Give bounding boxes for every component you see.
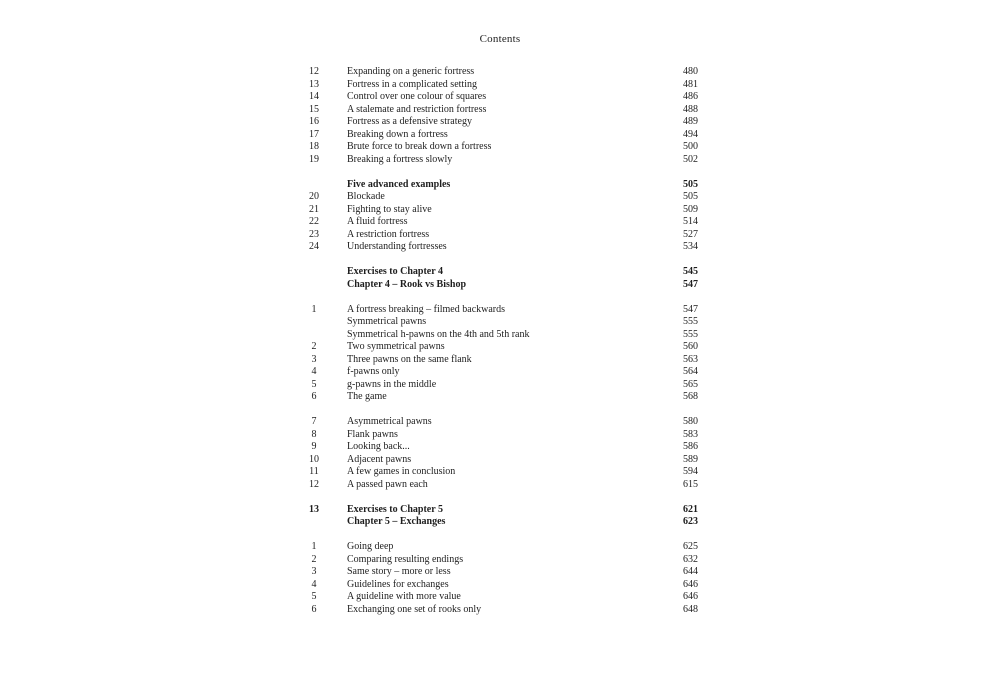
toc-entry-title: Two symmetrical pawns	[347, 341, 445, 352]
toc-entry-title: Exercises to Chapter 5	[347, 503, 444, 515]
toc-entry-page: 621	[683, 503, 698, 515]
toc-entry-page: 502	[683, 153, 698, 165]
toc-entry-page: 583	[683, 428, 698, 440]
toc-entry-number: 11	[309, 466, 319, 477]
toc-entry-number: 2	[311, 553, 317, 565]
toc-entry-page: 648	[683, 603, 698, 615]
toc-entry-page: 547	[683, 278, 698, 290]
toc-entry-number: 13	[309, 503, 319, 515]
toc-entry-title: Same story – more or less	[347, 566, 451, 577]
toc-entry-number: 18	[309, 141, 319, 152]
toc-entry-title: A restriction fortress	[347, 228, 430, 240]
toc-entry-title: A passed pawn each	[347, 478, 428, 490]
toc-entry-number: 12	[309, 66, 319, 77]
toc-entry	[305, 341, 698, 354]
toc-entry	[305, 204, 698, 217]
toc-entry	[305, 141, 698, 154]
toc-entry-title: Control over one colour of squares	[347, 91, 487, 102]
toc-entry-page: 565	[683, 378, 698, 390]
toc-entry-page: 488	[683, 103, 698, 115]
toc-entry-page: 563	[683, 353, 698, 365]
toc-entry-number: 4	[311, 366, 317, 377]
page-title: Contents	[479, 33, 521, 45]
toc-entry-title: Exercises to Chapter 4	[347, 266, 444, 277]
toc-entry-page: 560	[683, 341, 698, 352]
toc-entry	[305, 554, 698, 567]
toc-entry	[305, 304, 698, 317]
toc-entry-title: A guideline with more value	[347, 591, 461, 602]
toc-entry-page: 555	[683, 316, 698, 327]
toc-entry	[305, 479, 698, 492]
toc-entry	[305, 541, 698, 554]
toc-entry-page: 545	[683, 266, 698, 277]
toc-entry-number: 13	[309, 78, 319, 90]
toc-entry-title: Fortress as a defensive strategy	[347, 116, 472, 127]
toc-entry-title: Chapter 5 – Exchanges	[347, 516, 446, 527]
table-of-contents	[305, 66, 698, 616]
toc-entry	[305, 316, 698, 329]
toc-entry-number: 4	[311, 578, 317, 590]
toc-entry-title: Going deep	[347, 541, 394, 552]
toc-entry	[305, 579, 698, 592]
toc-entry-page: 534	[683, 241, 698, 252]
toc-entry-number: 6	[311, 391, 317, 402]
toc-entry-page: 589	[683, 453, 698, 465]
toc-entry-page: 646	[683, 578, 698, 590]
toc-entry-page: 514	[683, 216, 698, 227]
toc-entry-title: Understanding fortresses	[347, 241, 447, 252]
toc-entry-number: 15	[309, 103, 319, 115]
toc-entry-number: 3	[311, 353, 317, 365]
toc-entry-page: 555	[683, 328, 698, 340]
toc-entry	[305, 241, 698, 254]
toc-entry-number: 21	[309, 203, 319, 215]
toc-entry-title: A stalemate and restriction fortress	[347, 103, 487, 115]
toc-entry-title: Chapter 4 – Rook vs Bishop	[347, 278, 467, 290]
toc-entry-page: 586	[683, 441, 698, 452]
toc-entry-page: 480	[683, 66, 698, 77]
toc-entry-page: 615	[683, 478, 698, 490]
toc-entry-title: Symmetrical h-pawns on the 4th and 5th rank	[347, 328, 530, 340]
toc-entry	[305, 216, 698, 229]
toc-entry	[305, 91, 698, 104]
toc-entry-page: 505	[683, 178, 698, 190]
toc-entry-title: Looking back...	[347, 441, 410, 452]
toc-entry-page: 594	[683, 466, 698, 477]
toc-entry-title: Comparing resulting endings	[347, 553, 464, 565]
toc-entry-page: 509	[683, 203, 698, 215]
toc-entry-number: 14	[309, 91, 319, 102]
toc-entry	[305, 79, 698, 92]
toc-entry-page: 646	[683, 591, 698, 602]
toc-section-heading	[305, 279, 698, 292]
toc-entry-number: 24	[309, 241, 319, 252]
toc-entry-title: The game	[347, 391, 387, 402]
toc-entry-page: 547	[683, 303, 698, 315]
toc-entry-number: 22	[309, 216, 319, 227]
toc-section-heading	[305, 516, 698, 529]
toc-entry-number: 5	[311, 378, 317, 390]
toc-entry	[305, 354, 698, 367]
toc-section-heading	[305, 266, 698, 279]
toc-entry	[305, 604, 698, 617]
toc-section-heading	[305, 504, 698, 517]
toc-entry	[305, 116, 698, 129]
toc-entry-number: 19	[309, 153, 319, 165]
toc-entry-title: Guidelines for exchanges	[347, 578, 449, 590]
toc-entry-title: Fighting to stay alive	[347, 203, 432, 215]
toc-entry-number: 1	[311, 303, 317, 315]
toc-entry-title: Adjacent pawns	[347, 453, 412, 465]
toc-entry-title: g-pawns in the middle	[347, 378, 437, 390]
toc-entry-number: 3	[311, 566, 317, 577]
toc-entry	[305, 441, 698, 454]
toc-entry-title: Blockade	[347, 191, 385, 202]
toc-entry	[305, 454, 698, 467]
toc-entry	[305, 129, 698, 142]
toc-entry	[305, 66, 698, 79]
toc-section-heading	[305, 179, 698, 192]
toc-entry	[305, 104, 698, 117]
toc-entry-number: 1	[311, 541, 317, 552]
toc-entry-title: Fortress in a complicated setting	[347, 78, 477, 90]
toc-entry-number: 17	[309, 128, 319, 140]
toc-entry-title: Symmetrical pawns	[347, 316, 427, 327]
toc-entry-page: 580	[683, 416, 698, 427]
toc-entry-title: A few games in conclusion	[347, 466, 456, 477]
toc-entry-title: A fluid fortress	[347, 216, 408, 227]
toc-entry-number: 7	[311, 416, 317, 427]
toc-entry-title: Flank pawns	[347, 428, 398, 440]
toc-entry-title: Exchanging one set of rooks only	[347, 603, 482, 615]
toc-entry-number: 8	[311, 428, 317, 440]
toc-entry-number: 16	[309, 116, 319, 127]
toc-entry-page: 489	[683, 116, 698, 127]
toc-entry	[305, 591, 698, 604]
toc-entry-title: Three pawns on the same flank	[347, 353, 472, 365]
toc-entry-number: 20	[309, 191, 319, 202]
toc-entry-number: 9	[311, 441, 317, 452]
toc-entry	[305, 154, 698, 167]
toc-entry-page: 564	[683, 366, 698, 377]
toc-entry	[305, 229, 698, 242]
toc-entry-number: 2	[311, 341, 317, 352]
toc-entry-number: 6	[311, 603, 317, 615]
toc-entry-page: 500	[683, 141, 698, 152]
toc-entry-page: 644	[683, 566, 698, 577]
toc-entry	[305, 391, 698, 404]
toc-entry-title: Brute force to break down a fortress	[347, 141, 492, 152]
toc-entry	[305, 466, 698, 479]
toc-entry-title: Expanding on a generic fortress	[347, 66, 475, 77]
toc-entry	[305, 366, 698, 379]
toc-entry-title: Breaking down a fortress	[347, 128, 448, 140]
toc-entry-page: 486	[683, 91, 698, 102]
toc-entry-page: 568	[683, 391, 698, 402]
toc-entry	[305, 566, 698, 579]
toc-entry-title: Asymmetrical pawns	[347, 416, 432, 427]
toc-entry-title: Breaking a fortress slowly	[347, 153, 453, 165]
toc-entry	[305, 191, 698, 204]
toc-entry-number: 5	[311, 591, 317, 602]
toc-entry	[305, 429, 698, 442]
toc-entry-number: 10	[309, 453, 319, 465]
toc-entry	[305, 379, 698, 392]
toc-entry-title: A fortress breaking – filmed backwards	[347, 303, 506, 315]
toc-entry-page: 481	[683, 78, 698, 90]
toc-entry-title: f-pawns only	[347, 366, 400, 377]
toc-entry-number: 12	[309, 478, 319, 490]
toc-entry-title: Five advanced examples	[347, 178, 451, 190]
toc-entry-page: 625	[683, 541, 698, 552]
toc-entry-page: 494	[683, 128, 698, 140]
toc-entry-page: 623	[683, 516, 698, 527]
toc-entry-number: 23	[309, 228, 319, 240]
toc-entry-page: 527	[683, 228, 698, 240]
toc-entry	[305, 416, 698, 429]
toc-entry	[305, 329, 698, 342]
toc-entry-page: 632	[683, 553, 698, 565]
toc-entry-page: 505	[683, 191, 698, 202]
